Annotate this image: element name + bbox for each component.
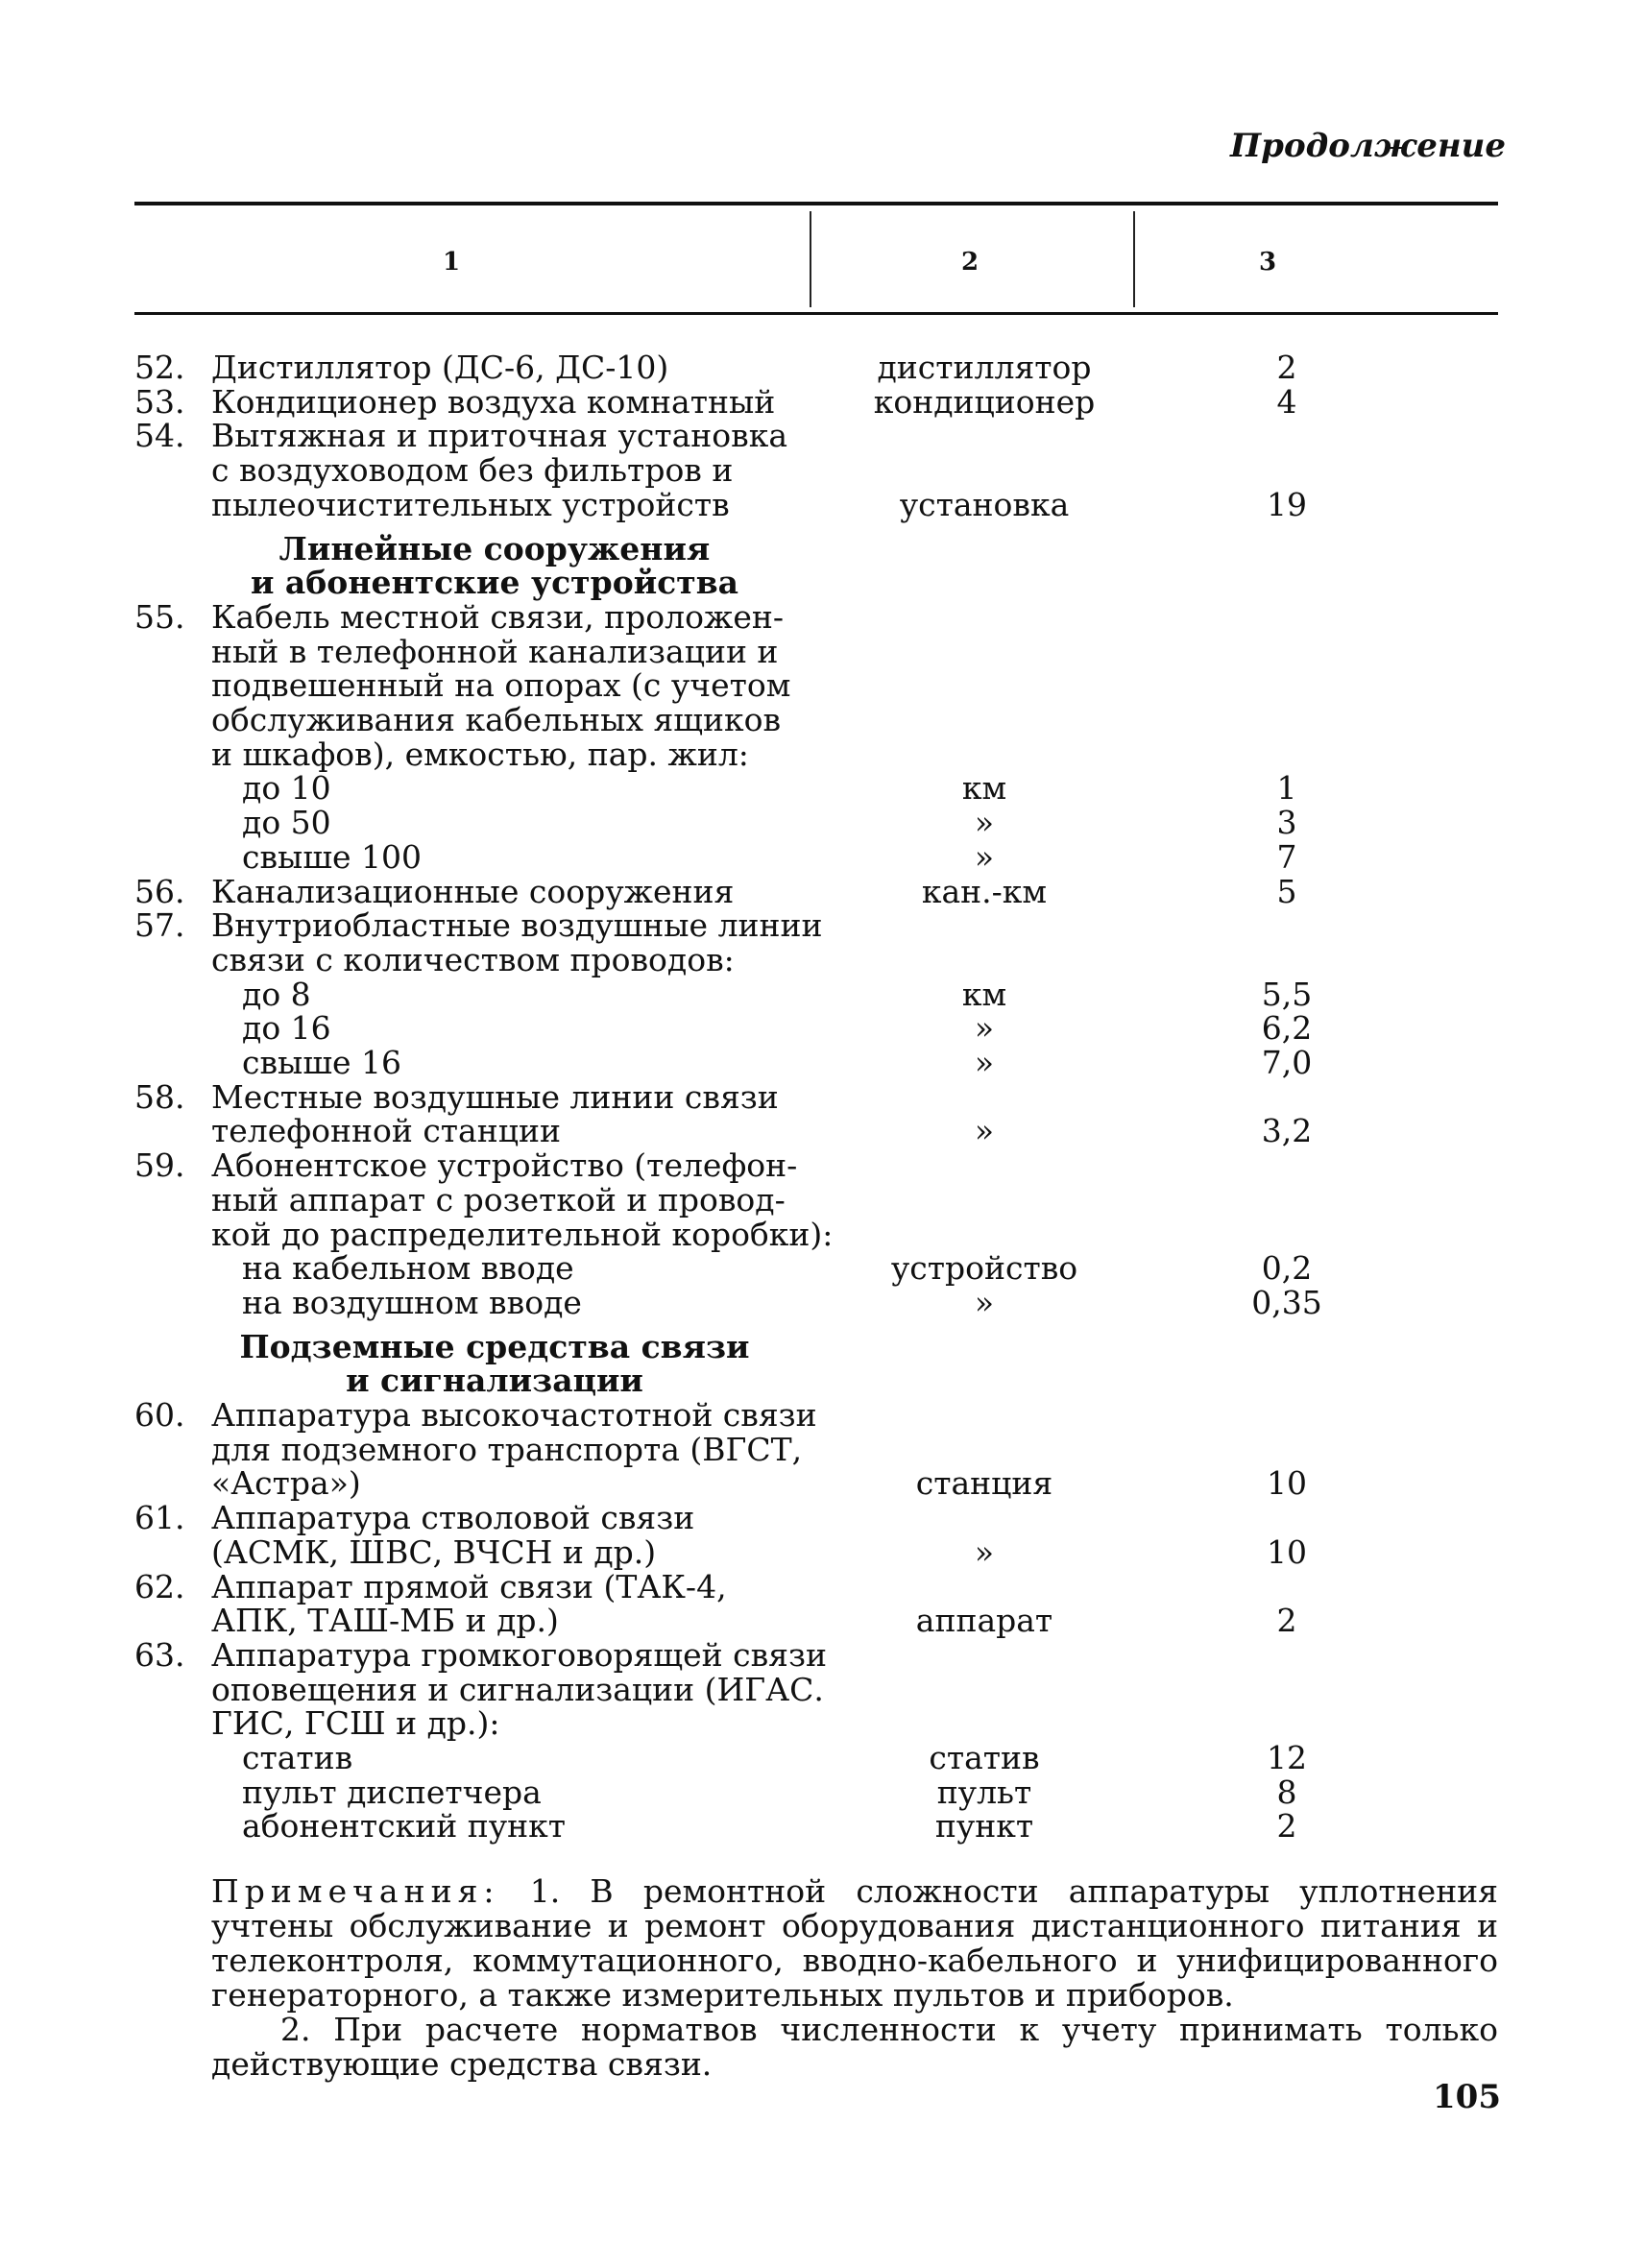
row-name: связи с количеством проводов:	[211, 941, 735, 978]
table-row	[0, 1046, 1645, 1080]
row-name: Вытяжная и приточная установка	[211, 417, 788, 454]
row-name: свыше 100	[242, 838, 423, 876]
table-row	[0, 806, 1645, 840]
table-row	[0, 1741, 1645, 1775]
row-unit: кан.-км	[921, 873, 1048, 910]
table-row	[0, 1148, 1645, 1183]
row-value: 3,2	[1261, 1112, 1313, 1149]
table-row	[0, 635, 1645, 669]
row-name: до 50	[242, 804, 331, 841]
row-number: 59.	[134, 1146, 185, 1184]
column-header-2: 2	[960, 248, 980, 277]
row-value: 7,0	[1261, 1044, 1313, 1081]
row-number: 58.	[134, 1078, 185, 1116]
table-row	[0, 1604, 1645, 1638]
section-heading	[0, 1363, 1645, 1398]
row-name: ГИС, ГСШ и др.):	[211, 1704, 500, 1742]
row-unit: »	[974, 1044, 995, 1081]
table-row	[0, 943, 1645, 977]
table-row	[0, 1535, 1645, 1570]
table-row	[0, 737, 1645, 772]
row-number: 52.	[134, 349, 185, 386]
row-name: телефонной станции	[211, 1112, 561, 1149]
row-name: Аппарат прямой связи (ТАК-4,	[211, 1568, 727, 1605]
row-value: 5	[1276, 873, 1297, 910]
row-name: и абонентские устройства	[250, 564, 739, 601]
row-name: Кондиционер воздуха комнатный	[211, 383, 776, 421]
table-row	[0, 1638, 1645, 1673]
row-unit: кондиционер	[873, 383, 1096, 421]
table-row	[0, 1286, 1645, 1320]
row-unit: »	[974, 1284, 995, 1321]
table-row	[0, 1570, 1645, 1604]
row-unit: устройство	[890, 1249, 1078, 1287]
row-name: оповещения и сигнализации (ИГАС.	[211, 1671, 824, 1708]
row-unit: пункт	[934, 1807, 1034, 1845]
row-unit: км	[961, 976, 1007, 1013]
row-value: 10	[1267, 1464, 1307, 1502]
row-name: пульт диспетчера	[242, 1773, 542, 1811]
row-name: до 16	[242, 1009, 331, 1047]
table-row	[0, 1501, 1645, 1535]
row-name: Местные воздушные линии связи	[211, 1078, 779, 1116]
table-header-rule	[134, 312, 1498, 315]
table-row	[0, 771, 1645, 806]
table-row	[0, 1183, 1645, 1218]
row-value: 3	[1276, 804, 1297, 841]
row-name: для подземного транспорта (ВГСТ,	[211, 1431, 803, 1468]
column-divider	[1133, 211, 1135, 307]
row-name: «Астра»)	[211, 1464, 361, 1502]
row-number: 63.	[134, 1636, 185, 1674]
row-name: кой до распределительной коробки):	[211, 1216, 834, 1253]
row-value: 0,35	[1251, 1284, 1322, 1321]
note-2: 2. При расчете норматвов численности к учету принимать только действующие средства связи.	[211, 2011, 1498, 2083]
table-row	[0, 488, 1645, 522]
row-unit: пульт	[936, 1773, 1032, 1811]
notes-label: Примечания:	[211, 1872, 500, 1910]
table-row	[0, 1398, 1645, 1433]
table-row	[0, 1251, 1645, 1286]
column-divider	[810, 211, 811, 307]
row-value: 12	[1267, 1739, 1307, 1776]
row-name: на воздушном вводе	[242, 1284, 582, 1321]
row-number: 56.	[134, 873, 185, 910]
row-value: 0,2	[1261, 1249, 1313, 1287]
row-value: 2	[1276, 1807, 1297, 1845]
table-row	[0, 840, 1645, 875]
row-value: 6,2	[1261, 1009, 1313, 1047]
row-value: 2	[1276, 349, 1297, 386]
continuation-label: Продолжение	[1230, 127, 1506, 165]
row-name: АПК, ТАШ-МБ и др.)	[211, 1602, 559, 1639]
table-row	[0, 350, 1645, 385]
row-name: Аппаратура громкоговорящей связи	[211, 1636, 827, 1674]
section-heading	[0, 532, 1645, 567]
row-name: и шкафов), емкостью, пар. жил:	[211, 736, 749, 773]
row-name: Аппаратура стволовой связи	[211, 1499, 695, 1536]
table-top-rule	[134, 202, 1498, 205]
row-number: 55.	[134, 598, 185, 636]
section-heading	[0, 566, 1645, 600]
row-name: до 8	[242, 976, 311, 1013]
row-unit: »	[974, 1112, 995, 1149]
table-row	[0, 1114, 1645, 1148]
column-header-3: 3	[1258, 248, 1277, 277]
table-row	[0, 1218, 1645, 1252]
row-name: свыше 16	[242, 1044, 402, 1081]
table-row	[0, 1466, 1645, 1501]
table-row	[0, 875, 1645, 909]
table-row	[0, 1011, 1645, 1046]
table-row	[0, 977, 1645, 1012]
table-row	[0, 600, 1645, 635]
row-number: 60.	[134, 1396, 185, 1434]
table-row	[0, 419, 1645, 453]
row-name: и сигнализации	[346, 1362, 643, 1399]
table-row	[0, 908, 1645, 943]
table-row	[0, 1673, 1645, 1707]
note-1	[211, 1874, 1498, 2013]
row-name: статив	[242, 1739, 353, 1776]
row-value: 5,5	[1261, 976, 1313, 1013]
row-unit: установка	[899, 486, 1070, 523]
row-name: пылеочистительных устройств	[211, 486, 730, 523]
row-name: Внутриобластные воздушные линии	[211, 906, 823, 944]
page-number: 105	[1433, 2078, 1501, 2116]
row-name: подвешенный на опорах (с учетом	[211, 666, 791, 704]
row-unit: станция	[915, 1464, 1053, 1502]
row-unit: км	[961, 769, 1007, 807]
row-name: Дистиллятор (ДС-6, ДС-10)	[211, 349, 669, 386]
table-row	[0, 385, 1645, 420]
row-value: 2	[1276, 1602, 1297, 1639]
table-row	[0, 703, 1645, 737]
table-row	[0, 668, 1645, 703]
row-unit: »	[974, 1009, 995, 1047]
row-number: 61.	[134, 1499, 185, 1536]
table-row	[0, 1775, 1645, 1810]
row-value: 19	[1267, 486, 1307, 523]
row-number: 62.	[134, 1568, 185, 1605]
row-value: 8	[1276, 1773, 1297, 1811]
row-unit: статив	[929, 1739, 1040, 1776]
row-unit: »	[974, 1533, 995, 1571]
table-row	[0, 1433, 1645, 1467]
note-1-text: 1. В ремонтной сложности аппаратуры уплотнения учтены обслуживание и ремонт оборудования дистанционного питания и телеконтроля, коммутационного, вводно-кабельного и унифицированного генераторного, а также измерительных пультов и приборов.	[211, 1872, 1498, 2014]
row-number: 54.	[134, 417, 185, 454]
row-value: 4	[1276, 383, 1297, 421]
column-header-1: 1	[442, 248, 461, 277]
row-unit: дистиллятор	[877, 349, 1092, 386]
row-name: (АСМК, ШВС, ВЧСН и др.)	[211, 1533, 657, 1571]
row-unit: »	[974, 804, 995, 841]
row-name: Абонентское устройство (телефон-	[211, 1146, 798, 1184]
row-unit: аппарат	[915, 1602, 1053, 1639]
row-value: 10	[1267, 1533, 1307, 1571]
table-row	[0, 1809, 1645, 1844]
row-name: с воздуховодом без фильтров и	[211, 451, 734, 489]
row-name: на кабельном вводе	[242, 1249, 574, 1287]
row-name: Аппаратура высокочастотной связи	[211, 1396, 817, 1434]
row-name: Канализационные сооружения	[211, 873, 735, 910]
row-number: 57.	[134, 906, 185, 944]
row-value: 7	[1276, 838, 1297, 876]
row-name: Подземные средства связи	[239, 1328, 750, 1365]
row-name: обслуживания кабельных ящиков	[211, 701, 782, 738]
row-number: 53.	[134, 383, 185, 421]
section-heading	[0, 1330, 1645, 1364]
row-name: Линейные сооружения	[278, 530, 711, 567]
table-row	[0, 453, 1645, 488]
row-name: до 10	[242, 769, 331, 807]
row-value: 1	[1276, 769, 1297, 807]
row-name: ный аппарат с розеткой и провод-	[211, 1181, 786, 1218]
row-name: ный в телефонной канализации и	[211, 633, 779, 670]
row-unit: »	[974, 838, 995, 876]
row-name: Кабель местной связи, проложен-	[211, 598, 785, 636]
table-row	[0, 1706, 1645, 1741]
table-row	[0, 1080, 1645, 1115]
row-name: абонентский пункт	[242, 1807, 567, 1845]
